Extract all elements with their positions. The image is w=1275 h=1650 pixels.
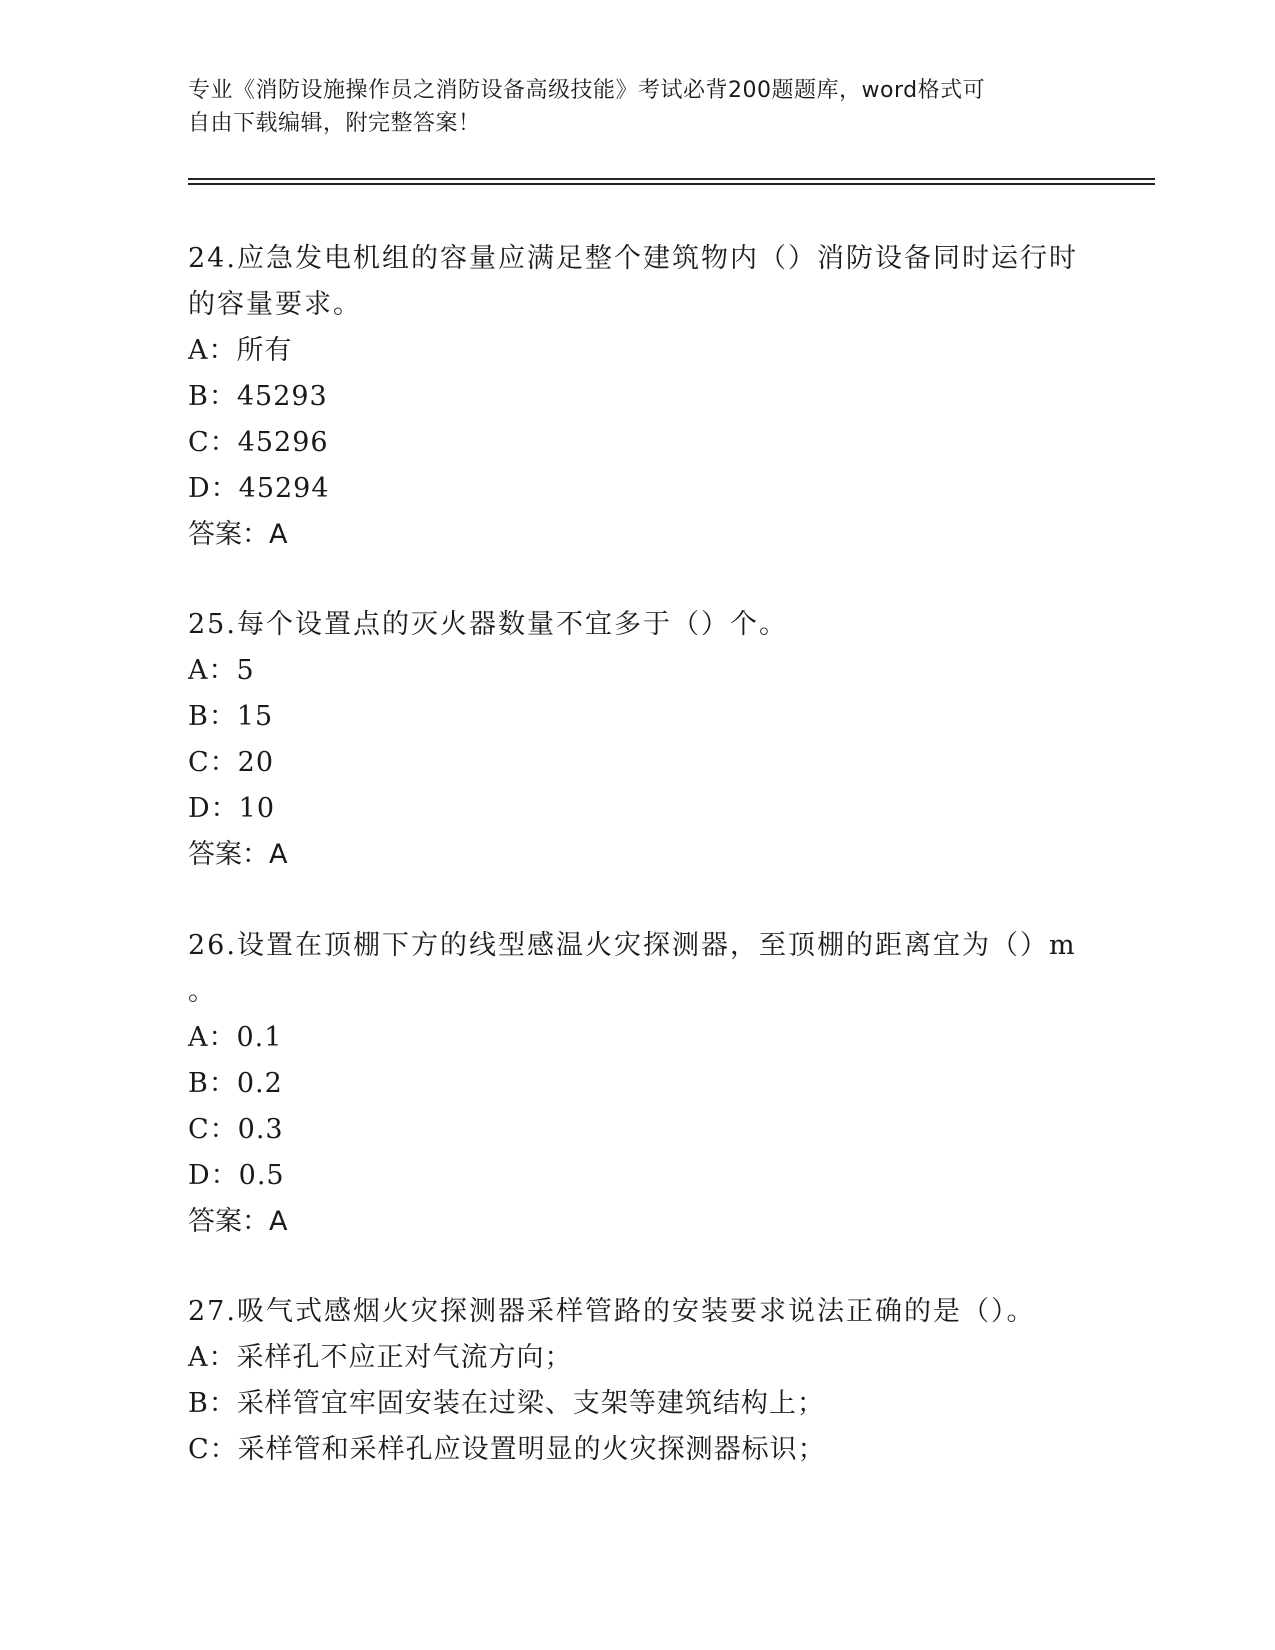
question-27 (188, 1289, 1088, 1473)
option-a: A：所有 (188, 335, 293, 366)
question-stem (188, 602, 1088, 648)
question-stem-line: 24.应急发电机组的容量应满足整个建筑物内（）消防设备同时运行时 (188, 243, 1078, 274)
question-stem-line: 26.设置在顶棚下方的线型感温火灾探测器，至顶棚的距离宜为（）m (188, 930, 1077, 961)
option-a: A：0.1 (188, 1022, 283, 1053)
option-a: A：5 (188, 655, 255, 686)
answer-line: 答案：A (188, 519, 288, 550)
option-b: B：45293 (188, 381, 328, 412)
question-stem-line: 的容量要求。 (188, 289, 362, 320)
option-b: B：采样管宜牢固安装在过梁、支架等建筑结构上； (188, 1388, 825, 1419)
question-26 (188, 923, 1088, 1245)
question-stem-line: 27.吸气式感烟火灾探测器采样管路的安装要求说法正确的是（）。 (188, 1296, 1036, 1327)
option-b: B：0.2 (188, 1068, 283, 1099)
option-a: A：采样孔不应正对气流方向； (188, 1342, 573, 1373)
option-d: D：45294 (188, 473, 330, 504)
option-b: B：15 (188, 701, 274, 732)
option-d: D：0.5 (188, 1160, 285, 1191)
document-header (188, 74, 1088, 140)
question-stem (188, 1289, 1088, 1335)
question-stem-line: 。 (188, 976, 217, 1007)
answer-line: 答案：A (188, 839, 288, 870)
option-c: C：20 (188, 747, 275, 778)
question-stem (188, 236, 1088, 328)
option-d: D：10 (188, 793, 276, 824)
answer-line: 答案：A (188, 1206, 288, 1237)
header-line-2: 自由下载编辑，附完整答案！ (188, 111, 481, 136)
option-c: C：采样管和采样孔应设置明显的火灾探测器标识； (188, 1434, 826, 1465)
question-24 (188, 236, 1088, 558)
header-divider-bottom (188, 183, 1155, 185)
header-divider-top (188, 178, 1155, 180)
option-c: C：45296 (188, 427, 329, 458)
question-25 (188, 602, 1088, 878)
header-line-1: 专业《消防设施操作员之消防设备高级技能》考试必背200题题库，word格式可 (188, 78, 986, 103)
question-stem-line: 25.每个设置点的灭火器数量不宜多于（）个。 (188, 609, 788, 640)
option-c: C：0.3 (188, 1114, 284, 1145)
question-stem (188, 923, 1088, 1015)
